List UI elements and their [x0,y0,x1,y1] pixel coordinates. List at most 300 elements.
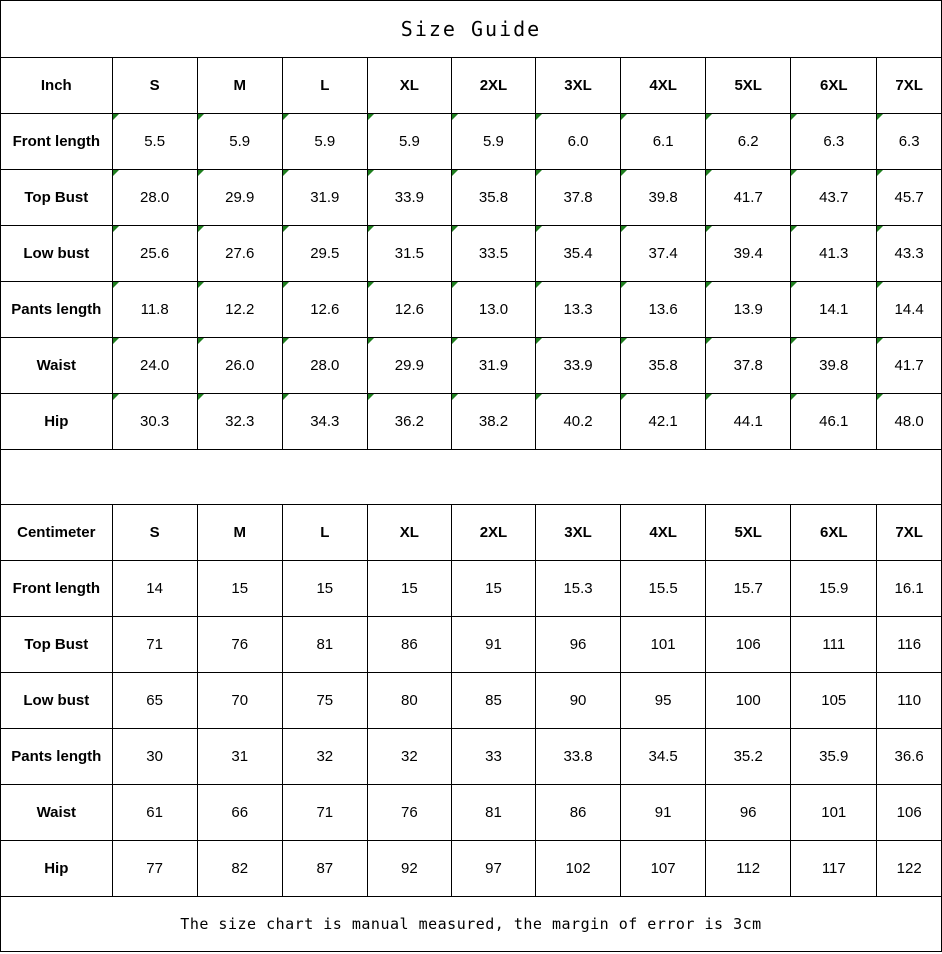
measurement-value: 13.9 [733,301,763,318]
measurement-value: 33.5 [478,245,509,262]
measurement-value: 16.1 [894,580,924,597]
flag-triangle-icon [368,282,374,288]
measurement-value: 75 [316,692,334,709]
measurement-value-cell [367,282,451,338]
flag-triangle-icon [368,114,374,120]
measurement-value: 91 [485,636,502,653]
measurement-value: 37.8 [563,189,593,206]
flag-triangle-icon [283,338,289,344]
measurement-value-cell [791,170,877,226]
measurement-value: 38.2 [478,413,509,430]
measurement-label-cell: Pants length [1,729,112,785]
measurement-value: 111 [822,636,846,653]
measurement-value-cell [706,673,791,729]
flag-triangle-icon [452,170,458,176]
flag-triangle-icon [452,226,458,232]
measurement-value-cell [367,226,451,282]
measurement-value: 36.6 [894,748,924,765]
measurement-value-cell [197,282,282,338]
measurement-value: 6.2 [737,133,759,150]
measurement-label-cell: Top Bust [1,170,112,226]
size-header-cell: M [197,505,282,561]
measurement-value-cell [451,841,535,897]
flag-triangle-icon [877,338,883,344]
measurement-value-cell [706,170,791,226]
flag-triangle-icon [536,282,542,288]
flag-triangle-icon [368,338,374,344]
unit-label-cell: Centimeter [1,505,112,561]
measurement-value-cell [112,394,197,450]
measurement-value: 39.8 [648,189,678,206]
size-header-cell: 7XL [877,505,941,561]
measurement-value: 29.9 [225,189,255,206]
measurement-value: 15 [485,580,502,597]
flag-triangle-icon [791,394,797,400]
flag-triangle-icon [536,226,542,232]
measurement-value-cell [282,114,367,170]
measurement-value-cell [791,394,877,450]
size-header-row [1,505,941,561]
measurement-value: 34.3 [310,413,340,430]
measurement-value-cell [112,617,197,673]
flag-triangle-icon [706,338,712,344]
flag-triangle-icon [706,170,712,176]
measurement-value-cell [877,282,941,338]
measurement-value: 86 [569,804,587,821]
measurement-value: 102 [565,860,591,877]
flag-triangle-icon [283,170,289,176]
flag-triangle-icon [536,394,542,400]
measurement-value: 80 [401,692,418,709]
measurement-value: 90 [569,692,587,709]
flag-triangle-icon [198,394,204,400]
inch-size-table [1,58,941,450]
size-header-cell: M [197,58,282,114]
flag-triangle-icon [452,394,458,400]
measurement-value: 70 [231,692,249,709]
flag-triangle-icon [283,282,289,288]
measurement-value: 86 [401,636,418,653]
measurement-value: 5.9 [398,133,420,150]
measurement-value: 33.8 [563,748,593,765]
measurement-value-cell [791,673,877,729]
measurement-value-cell [112,338,197,394]
flag-triangle-icon [368,226,374,232]
measurement-value-cell [877,338,941,394]
measurement-value-cell [621,338,706,394]
measurement-value-cell [451,338,535,394]
measurement-value-cell [706,729,791,785]
measurement-row [1,673,941,729]
size-header-cell: 5XL [706,58,791,114]
measurement-value-cell [706,561,791,617]
measurement-value-cell [282,170,367,226]
size-header-cell: 7XL [877,58,941,114]
measurement-value-cell [621,394,706,450]
measurement-value-cell [367,114,451,170]
measurement-value-cell [791,729,877,785]
measurement-value: 27.6 [225,245,255,262]
measurement-value: 117 [821,860,846,877]
size-header-cell: S [112,505,197,561]
measurement-value-cell [282,617,367,673]
measurement-value-cell [112,282,197,338]
measurement-value-cell [621,841,706,897]
measurement-value: 85 [485,692,502,709]
measurement-row [1,282,941,338]
measurement-value-cell [706,338,791,394]
measurement-value-cell [451,729,535,785]
measurement-value-cell [197,170,282,226]
measurement-value: 76 [401,804,418,821]
measurement-value: 5.9 [229,133,251,150]
measurement-value-cell [112,673,197,729]
centimeter-size-table [1,504,941,897]
size-header-cell: 3XL [536,505,621,561]
measurement-value: 30.3 [140,413,170,430]
measurement-value: 6.3 [898,133,920,150]
flag-triangle-icon [113,338,119,344]
measurement-value-cell [536,729,621,785]
flag-triangle-icon [706,282,712,288]
measurement-value-cell [706,617,791,673]
measurement-value-cell [791,114,877,170]
measurement-value-cell [877,673,941,729]
measurement-value-cell [451,170,535,226]
measurement-value-cell [877,170,941,226]
measurement-value-cell [706,114,791,170]
measurement-value: 37.8 [733,357,763,374]
measurement-value: 33 [485,748,502,765]
flag-triangle-icon [283,394,289,400]
measurement-value: 35.8 [648,357,678,374]
flag-triangle-icon [621,394,627,400]
measurement-value-cell [112,841,197,897]
measurement-value: 97 [485,860,502,877]
measurement-value-cell [197,338,282,394]
size-header-cell: S [112,58,197,114]
measurement-value: 41.7 [733,189,763,206]
measurement-value: 107 [650,860,676,877]
measurement-value-cell [451,673,535,729]
measurement-label-cell: Waist [1,785,112,841]
measurement-value-cell [791,338,877,394]
measurement-value: 25.6 [140,245,170,262]
measurement-value: 35.2 [733,748,763,765]
measurement-label-cell: Top Bust [1,617,112,673]
measurement-value: 12.6 [310,301,340,318]
size-header-cell: XL [367,505,451,561]
measurement-value-cell [536,282,621,338]
measurement-value-cell [197,673,282,729]
measurement-value: 30 [146,748,163,765]
measurement-label-cell: Front length [1,561,112,617]
measurement-value: 24.0 [140,357,170,374]
measurement-value-cell [791,282,877,338]
measurement-value: 91 [654,804,672,821]
measurement-value: 101 [821,804,847,821]
measurement-value-cell [536,785,621,841]
measurement-row [1,617,941,673]
measurement-value-cell [112,170,197,226]
measurement-label-cell: Low bust [1,673,112,729]
measurement-value-cell [536,170,621,226]
measurement-value-cell [877,226,941,282]
flag-triangle-icon [198,282,204,288]
measurement-value: 12.2 [225,301,255,318]
measurement-value-cell [112,729,197,785]
measurement-value-cell [706,282,791,338]
measurement-value: 46.1 [819,413,849,430]
measurement-value-cell [621,282,706,338]
measurement-value: 44.1 [733,413,763,430]
measurement-value: 71 [316,804,334,821]
measurement-value: 6.3 [823,133,845,150]
measurement-value-cell [367,841,451,897]
measurement-value: 101 [650,636,676,653]
measurement-value-cell [282,729,367,785]
measurement-row [1,394,941,450]
flag-triangle-icon [621,114,627,120]
measurement-label-cell: Hip [1,394,112,450]
measurement-value: 33.9 [563,357,593,374]
measurement-value-cell [877,841,941,897]
flag-triangle-icon [283,226,289,232]
measurement-value: 31 [231,748,249,765]
measurement-value: 14 [146,580,163,597]
measurement-value-cell [451,114,535,170]
measurement-value-cell [791,785,877,841]
measurement-value-cell [282,673,367,729]
measurement-value-cell [877,114,941,170]
measurement-value-cell [621,170,706,226]
measurement-value: 14.4 [894,301,924,318]
measurement-value-cell [877,729,941,785]
measurement-value: 36.2 [394,413,424,430]
measurement-value: 15.7 [733,580,763,597]
measurement-value-cell [706,841,791,897]
measurement-value: 29.5 [310,245,340,262]
measurement-value-cell [451,617,535,673]
measurement-value-cell [536,226,621,282]
measurement-value-cell [621,785,706,841]
measurement-value-cell [791,226,877,282]
flag-triangle-icon [706,114,712,120]
measurement-value: 32 [401,748,418,765]
measurement-value: 5.9 [314,133,336,150]
measurement-value: 105 [821,692,847,709]
measurement-value: 15 [231,580,249,597]
measurement-value: 5.9 [483,133,504,150]
measurement-value: 41.7 [894,357,924,374]
measurement-value: 66 [231,804,249,821]
flag-triangle-icon [113,114,119,120]
measurement-value: 112 [736,860,761,877]
measurement-value-cell [706,226,791,282]
measurement-value: 28.0 [310,357,340,374]
measurement-value-cell [367,394,451,450]
measurement-value: 5.5 [144,133,166,150]
flag-triangle-icon [706,226,712,232]
measurement-value: 11.8 [140,301,169,318]
unit-label-cell: Inch [1,58,112,114]
flag-triangle-icon [621,282,627,288]
flag-triangle-icon [113,170,119,176]
measurement-value: 29.9 [394,357,424,374]
measurement-value-cell [621,561,706,617]
measurement-value: 15.3 [563,580,593,597]
measurement-label-cell: Pants length [1,282,112,338]
measurement-value-cell [791,561,877,617]
measurement-value: 13.3 [563,301,593,318]
measurement-value: 6.0 [567,133,589,150]
measurement-row [1,729,941,785]
size-header-cell: 4XL [621,58,706,114]
size-header-cell: 4XL [621,505,706,561]
measurement-value: 45.7 [894,189,924,206]
size-header-cell: 6XL [791,505,877,561]
measurement-value-cell [621,729,706,785]
measurement-value: 13.0 [478,301,509,318]
measurement-value-cell [112,114,197,170]
measurement-value: 15.5 [648,580,678,597]
measurement-value-cell [791,841,877,897]
measurement-value-cell [877,785,941,841]
measurement-value: 15.9 [819,580,849,597]
measurement-value-cell [112,226,197,282]
measurement-value: 81 [485,804,502,821]
size-header-cell: 5XL [706,505,791,561]
measurement-row [1,841,941,897]
flag-triangle-icon [877,226,883,232]
flag-triangle-icon [791,114,797,120]
measurement-value: 76 [231,636,249,653]
measurement-value-cell [536,841,621,897]
measurement-value: 6.1 [652,133,674,150]
size-header-row [1,58,941,114]
measurement-value: 35.4 [563,245,593,262]
measurement-row [1,226,941,282]
measurement-value-cell [536,394,621,450]
flag-triangle-icon [198,338,204,344]
flag-triangle-icon [536,170,542,176]
flag-triangle-icon [877,170,883,176]
flag-triangle-icon [198,226,204,232]
measurement-value: 15 [401,580,418,597]
measurement-value-cell [621,617,706,673]
measurement-value-cell [451,282,535,338]
measurement-value: 26.0 [225,357,255,374]
footer-note: The size chart is manual measured, the margin of error is 3cm [180,915,762,933]
measurement-value: 31.9 [310,189,340,206]
flag-triangle-icon [283,114,289,120]
flag-triangle-icon [791,170,797,176]
flag-triangle-icon [877,282,883,288]
measurement-value: 43.3 [894,245,924,262]
measurement-value: 77 [146,860,163,877]
measurement-value: 35.9 [819,748,849,765]
size-header-cell: 3XL [536,58,621,114]
measurement-label-cell: Low bust [1,226,112,282]
measurement-value: 106 [735,636,761,653]
measurement-value-cell [367,170,451,226]
measurement-label-cell: Waist [1,338,112,394]
flag-triangle-icon [536,114,542,120]
measurement-value-cell [706,394,791,450]
measurement-value: 61 [146,804,163,821]
measurement-value: 32 [316,748,334,765]
flag-triangle-icon [198,170,204,176]
flag-triangle-icon [536,338,542,344]
measurement-value-cell [536,617,621,673]
measurement-value: 39.4 [733,245,763,262]
flag-triangle-icon [113,394,119,400]
flag-triangle-icon [452,282,458,288]
measurement-value: 39.8 [819,357,849,374]
measurement-value-cell [621,226,706,282]
measurement-value-cell [282,394,367,450]
measurement-value-cell [536,673,621,729]
measurement-value-cell [367,673,451,729]
measurement-value-cell [112,561,197,617]
measurement-row [1,338,941,394]
flag-triangle-icon [791,338,797,344]
page-title: Size Guide [1,1,941,58]
measurement-value-cell [451,226,535,282]
measurement-value: 82 [231,860,249,877]
measurement-value-cell [536,338,621,394]
measurement-value-cell [367,561,451,617]
measurement-value-cell [621,114,706,170]
measurement-value: 96 [739,804,757,821]
flag-triangle-icon [791,226,797,232]
measurement-value-cell [282,785,367,841]
measurement-value: 13.6 [648,301,678,318]
measurement-value-cell [367,785,451,841]
measurement-value: 96 [569,636,587,653]
flag-triangle-icon [113,226,119,232]
measurement-value-cell [367,617,451,673]
measurement-row [1,561,941,617]
flag-triangle-icon [877,394,883,400]
measurement-value: 110 [897,692,922,709]
measurement-value-cell [197,226,282,282]
measurement-value: 71 [146,636,163,653]
measurement-value-cell [282,226,367,282]
measurement-value: 48.0 [894,413,924,430]
measurement-value: 31.5 [394,245,424,262]
measurement-value-cell [112,785,197,841]
measurement-value-cell [197,729,282,785]
measurement-value: 92 [401,860,418,877]
flag-triangle-icon [368,170,374,176]
measurement-value-cell [282,561,367,617]
measurement-value-cell [197,617,282,673]
measurement-value-cell [282,282,367,338]
size-header-cell: 2XL [451,58,535,114]
flag-triangle-icon [791,282,797,288]
measurement-value-cell [367,338,451,394]
measurement-value: 100 [735,692,761,709]
flag-triangle-icon [706,394,712,400]
size-header-cell: XL [367,58,451,114]
measurement-label-cell: Front length [1,114,112,170]
measurement-value: 87 [316,860,334,877]
measurement-value-cell [621,673,706,729]
size-header-cell: 2XL [451,505,535,561]
flag-triangle-icon [368,394,374,400]
measurement-value-cell [197,561,282,617]
